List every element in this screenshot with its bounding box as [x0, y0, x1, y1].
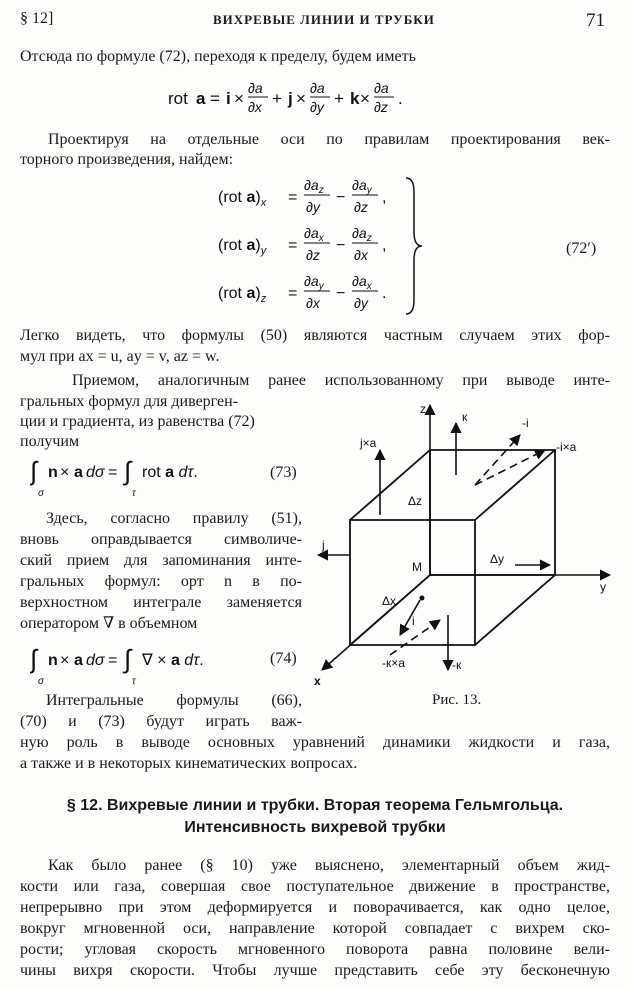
svg-text:−: − [336, 189, 346, 206]
svg-text:n: n [48, 652, 58, 669]
equation-72-render [218, 172, 618, 322]
svg-text:∂x: ∂x [354, 247, 368, 263]
section-title-line-1: § 12. Вихревые линии и трубки. Вторая теорема Гельмгольца. [66, 797, 564, 814]
svg-text:σ: σ [38, 676, 45, 687]
svg-text:dσ: dσ [86, 652, 105, 669]
svg-text:×: × [296, 89, 306, 108]
paragraph-4-line-3: ции и градиента, из равенства (72) [20, 413, 255, 430]
svg-text:∂y: ∂y [306, 199, 320, 215]
fig-label-dz: Δz [408, 494, 423, 508]
paragraph-5-line-3: ский прием для запоминания инте- [20, 552, 302, 569]
fig-label-i: i [412, 614, 415, 628]
fig-label-minus-ixa: -i×a [556, 440, 577, 454]
svg-text:∂y: ∂y [310, 99, 324, 115]
svg-text:×: × [360, 89, 370, 108]
svg-text:∂x: ∂x [306, 295, 320, 311]
paragraph-5-line-4: гральных формул: орт n в по- [20, 573, 302, 590]
svg-text:rot: rot [168, 89, 188, 108]
paragraph-3-line-2: мул при ax = u, ay = v, az = w. [20, 348, 220, 365]
svg-text:∂ax: $\partial a_x$ [352, 273, 372, 292]
svg-text:∂ay: $\partial a_y$ [352, 177, 372, 196]
equation-74-number: (74) [270, 650, 297, 667]
fig-label-k: к [462, 410, 468, 424]
svg-text:rot a dτ.: rot a dτ. [142, 464, 198, 481]
equation-74-render [30, 638, 270, 688]
paragraph-7-line-3: непрерывно при этом деформируется и поворачивается, как одно целое, [20, 899, 610, 916]
svg-text:∂x: ∂x [248, 99, 262, 115]
fig-label-dx: Δx [382, 594, 397, 608]
svg-text:∂a: ∂a [310, 80, 325, 96]
paragraph-4-line-2: гральных формул для диверген- [20, 393, 239, 410]
paragraph-4-line-1: Приемом, аналогичным ранее использованному при выводе инте- [72, 372, 610, 389]
svg-text:×: × [60, 652, 70, 669]
section-title-line-2: Интенсивность вихревой трубки [184, 819, 446, 836]
svg-text:∂az: $\partial a_z$ [304, 177, 324, 196]
svg-text:∇ × a dτ.: ∇ × a dτ. [142, 652, 204, 669]
svg-text:+: + [334, 89, 344, 108]
svg-text:a: a [74, 652, 83, 669]
svg-text:∫: ∫ [124, 644, 132, 674]
svg-text:∫: ∫ [30, 644, 38, 674]
svg-text:×: × [234, 89, 244, 108]
svg-text:,: , [382, 237, 387, 254]
svg-text:∂ay: $\partial a_y$ [304, 273, 324, 292]
svg-text:(rot a)x: (rot $a)_x$ [218, 189, 267, 209]
paragraph-5-line-5: верхностном интеграле заменяется [20, 594, 302, 611]
svg-text:(rot a)y: (rot $a)_y$ [218, 237, 267, 257]
paragraph-6-line-2: (70) и (73) будут играть важ- [20, 713, 302, 730]
svg-text:k: k [350, 89, 360, 108]
svg-text:∂a: ∂a [374, 80, 389, 96]
paragraph-6-line-1: Интегральные формулы (66), [46, 692, 302, 709]
figure-13 [300, 395, 620, 695]
equation-72-number: (72′) [566, 240, 597, 257]
svg-text:=: = [288, 285, 298, 302]
svg-text:=: = [288, 237, 298, 254]
svg-text:∫: ∫ [124, 456, 132, 486]
paragraph-7-line-4: вокруг мгновенной оси, направление которой совпадает с вихрем ско- [20, 920, 610, 937]
figure-13-diagram [300, 395, 620, 695]
paragraph-2-line-1: Проектируя на отдельные оси по правилам проектирования век- [48, 131, 610, 148]
svg-text:∫: ∫ [30, 456, 38, 486]
fig-label-jxa: j×a [360, 436, 377, 450]
header-title: ВИХРЕВЫЕ ЛИНИИ И ТРУБКИ [213, 12, 435, 27]
equation-73-number: (73) [270, 464, 297, 481]
svg-text:∂ax: $\partial a_x$ [304, 225, 324, 244]
paragraph-7-line-5: рости; угловая скорость мгновенного поворота равна половине вели- [20, 941, 610, 958]
svg-text:+: + [272, 89, 282, 108]
paragraph-2-line-2: торного произведения, найдем: [20, 151, 234, 168]
header-section: § 12] [20, 10, 54, 27]
svg-text:∂a: ∂a [248, 80, 263, 96]
svg-text:dσ: dσ [86, 464, 105, 481]
svg-text:×: × [60, 464, 70, 481]
fig-label-minus-k: -к [452, 658, 462, 672]
fig-label-m: M [412, 560, 422, 574]
paragraph-6-line-3: ную роль в выводе основных уравнений динамики жидкости и газа, [20, 734, 610, 751]
paragraph-7-line-6: чины вихря скорости. Чтобы лучше представить себе эту бесконечную [20, 962, 610, 979]
svg-text:i: i [226, 89, 231, 108]
svg-text:=: = [108, 652, 118, 669]
page-number: 71 [586, 10, 605, 31]
equation-rot-a-render [168, 78, 468, 120]
fig-label-minus-i: -i [522, 416, 529, 430]
fig-label-y: y [600, 580, 606, 594]
svg-text:=: = [210, 89, 220, 108]
svg-text:a: a [74, 464, 83, 481]
paragraph-6-line-4: а также и в некоторых кинематических вопросах. [20, 755, 358, 772]
figure-13-caption: Рис. 13. [432, 692, 482, 708]
svg-text:.: . [382, 285, 387, 302]
equation-72-system [218, 172, 618, 322]
equation-rot-a [168, 78, 468, 120]
paragraph-5-line-1: Здесь, согласно правилу (51), [46, 510, 302, 527]
svg-text:=: = [108, 464, 118, 481]
fig-label-minus-kxa: -к×a [382, 656, 405, 670]
svg-text:∂z: ∂z [374, 99, 388, 115]
svg-text:j: j [288, 89, 293, 108]
svg-text:σ: σ [38, 488, 45, 499]
equation-73 [30, 450, 260, 500]
equation-74 [30, 638, 270, 688]
fig-label-x: x [314, 674, 321, 688]
equation-73-render [30, 450, 260, 500]
svg-text:τ: τ [132, 488, 136, 499]
svg-text:∂y: ∂y [354, 295, 368, 311]
svg-text:−: − [336, 285, 346, 302]
paragraph-7-line-2: кости или газа, совершая свое поступательное движение в пространстве, [20, 878, 610, 895]
paragraph-5-line-6: оператором ∇ в объемном [20, 615, 198, 632]
svg-text:τ: τ [132, 676, 136, 687]
fig-label-z: z [420, 402, 426, 416]
fig-label-j: j [322, 538, 325, 552]
svg-text:∂z: ∂z [354, 199, 368, 215]
svg-text:(rot a)z: (rot $a)_z$ [218, 285, 267, 305]
paragraph-5-line-2: вновь оправдывается символиче- [20, 531, 302, 548]
paragraph-3-line-1: Легко видеть, что формулы (50) являются частным случаем этих фор- [20, 327, 610, 344]
svg-text:∂z: ∂z [306, 247, 320, 263]
svg-text:.: . [398, 89, 403, 108]
fig-label-dy: Δy [490, 552, 505, 566]
paragraph-1: Отсюда по формуле (72), переходя к пределу, будем иметь [20, 48, 416, 65]
svg-text:,: , [382, 189, 387, 206]
paragraph-7-line-1: Как было ранее (§ 10) уже выяснено, элементарный объем жид- [48, 857, 610, 874]
paragraph-4-line-4: получим [20, 433, 80, 450]
svg-text:=: = [288, 189, 298, 206]
svg-text:n: n [48, 464, 58, 481]
svg-text:−: − [336, 237, 346, 254]
svg-text:a: a [196, 89, 206, 108]
svg-text:∂az: $\partial a_z$ [352, 225, 372, 244]
